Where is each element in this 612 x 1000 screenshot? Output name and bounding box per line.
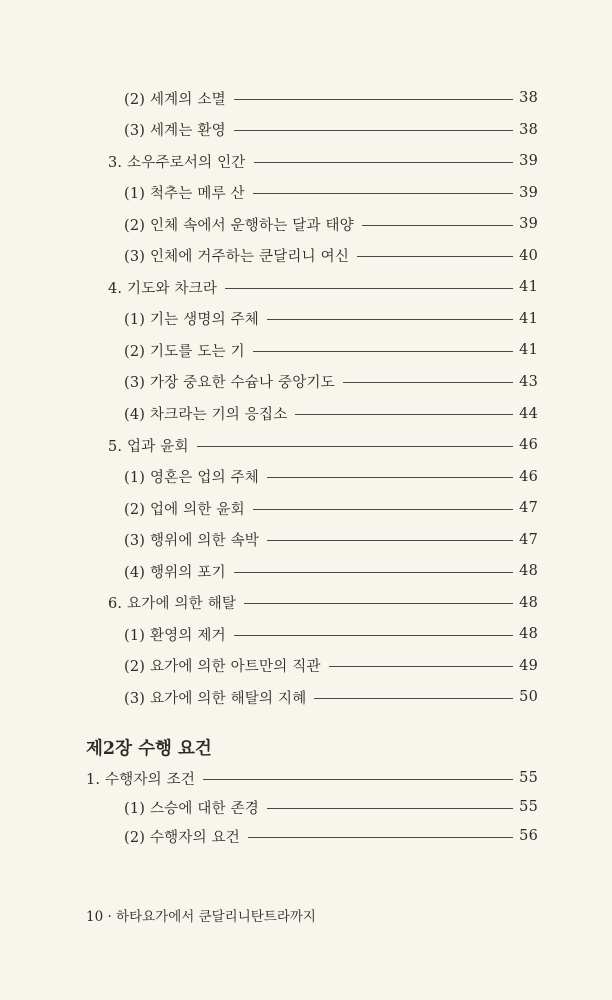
toc-leader-line xyxy=(244,603,513,604)
toc-entry xyxy=(124,179,538,207)
toc-entry xyxy=(108,273,538,301)
toc-entry xyxy=(86,764,538,792)
toc-leader-line xyxy=(362,225,513,226)
toc-leader-line xyxy=(234,572,513,573)
toc-entry-page: 48 xyxy=(519,563,538,580)
toc-entry-page: 55 xyxy=(519,770,538,786)
toc-entry xyxy=(108,147,538,175)
toc-leader-line xyxy=(254,162,513,163)
toc-entry-label: (1) 영혼은 업의 주체 xyxy=(124,470,260,487)
toc-leader-line xyxy=(234,635,513,636)
toc-entry-label: (4) 차크라는 기의 응집소 xyxy=(124,407,288,423)
toc-entry-label: (3) 요가에 의한 해탈의 지혜 xyxy=(124,690,307,707)
toc-entry-label: (3) 인체에 거주하는 쿤달리니 여신 xyxy=(124,249,350,266)
page-footer: 10 · 하타요가에서 쿤달리니탄트라까지 xyxy=(86,909,316,925)
toc-entry-page: 41 xyxy=(519,342,538,359)
toc-leader-line xyxy=(329,666,513,667)
toc-leader-line xyxy=(314,698,513,699)
toc-entry xyxy=(124,683,538,711)
toc-leader-line xyxy=(343,382,513,383)
toc-entry-label: 5. 업과 윤회 xyxy=(108,438,189,455)
toc-leader-line xyxy=(234,99,513,100)
toc-leader-line xyxy=(357,256,513,257)
toc-leader-line xyxy=(248,837,513,838)
toc-entry-page: 50 xyxy=(519,689,538,706)
toc-leader-line xyxy=(267,540,513,541)
toc-entry-label: (2) 요가에 의한 아트만의 직관 xyxy=(124,659,321,676)
toc-entry-page: 47 xyxy=(519,500,538,517)
toc-entry xyxy=(124,793,538,821)
toc-leader-line xyxy=(267,477,513,478)
toc-entry xyxy=(124,400,538,428)
toc-entry xyxy=(124,210,538,238)
toc-entry-label: (4) 행위의 포기 xyxy=(124,564,226,581)
toc-entry xyxy=(124,822,538,850)
toc-entry-page: 41 xyxy=(519,279,538,296)
toc-entry-page: 44 xyxy=(519,405,538,422)
toc-entry-page: 46 xyxy=(519,437,538,454)
toc-leader-line xyxy=(253,351,513,352)
toc-entry-label: (2) 수행자의 요건 xyxy=(124,829,240,846)
toc-leader-line xyxy=(203,779,513,780)
toc-entry-label: (1) 환영의 제거 xyxy=(124,627,226,644)
toc-entry xyxy=(108,589,538,617)
toc-entry-page: 47 xyxy=(519,531,538,548)
toc-entry-page: 39 xyxy=(519,153,538,170)
toc-entry-page: 39 xyxy=(519,216,538,233)
toc-entry-page: 43 xyxy=(519,373,538,390)
toc-entry-page: 38 xyxy=(519,90,538,106)
toc-entry-label: (2) 세계의 소멸 xyxy=(124,91,226,108)
toc-entry-label: (3) 세계는 환영 xyxy=(124,123,226,140)
toc-entry-page: 40 xyxy=(519,247,538,264)
toc-entry-label: (1) 스승에 대한 존경 xyxy=(124,800,260,817)
toc-leader-line xyxy=(225,288,513,289)
toc-entry xyxy=(124,116,538,144)
toc-entry xyxy=(124,242,538,270)
toc-entry xyxy=(124,305,538,333)
toc-entry xyxy=(124,463,538,491)
toc-entry-label: (3) 가장 중요한 수슘나 중앙기도 xyxy=(124,375,335,392)
toc-leader-line xyxy=(267,319,513,320)
toc-entry-page: 39 xyxy=(519,184,538,201)
toc-entry-label: 4. 기도와 차크라 xyxy=(108,280,218,297)
toc-entry-label: 3. 소우주로서의 인간 xyxy=(108,154,246,171)
toc-leader-line xyxy=(234,130,513,131)
toc-entry-label: (2) 업에 의한 윤회 xyxy=(124,501,245,518)
toc-entry xyxy=(108,431,538,459)
toc-leader-line xyxy=(267,808,513,809)
toc-entry-label: 1. 수행자의 조건 xyxy=(86,771,196,788)
toc-entry-page: 41 xyxy=(519,310,538,327)
toc-entry xyxy=(124,526,538,554)
toc-entry-page: 46 xyxy=(519,468,538,485)
toc-entry-page: 55 xyxy=(519,799,538,815)
toc-entry xyxy=(124,557,538,585)
toc-entry xyxy=(124,620,538,648)
toc-entry-page: 48 xyxy=(519,626,538,643)
chapter-title: 제2장 수행 요건 xyxy=(86,739,212,759)
toc-entry-page: 48 xyxy=(519,594,538,611)
toc-entry-label: (2) 기도를 도는 기 xyxy=(124,343,245,360)
toc-entry-page: 49 xyxy=(519,657,538,674)
toc-entry xyxy=(124,652,538,680)
toc-entry-label: (1) 척추는 메루 산 xyxy=(124,186,245,203)
toc-entry-page: 56 xyxy=(519,828,538,844)
toc-leader-line xyxy=(253,193,513,194)
toc-entry-label: 6. 요가에 의한 해탈 xyxy=(108,596,237,613)
toc-entry xyxy=(124,368,538,396)
toc-leader-line xyxy=(253,509,513,510)
toc-leader-line xyxy=(197,446,513,447)
toc-entry xyxy=(124,84,538,112)
toc-entry xyxy=(124,336,538,364)
toc-entry-label: (3) 행위에 의한 속박 xyxy=(124,533,260,550)
toc-entry-label: (2) 인체 속에서 운행하는 달과 태양 xyxy=(124,217,354,234)
toc-entry xyxy=(124,494,538,522)
toc-entry-label: (1) 기는 생명의 주체 xyxy=(124,312,260,329)
toc-leader-line xyxy=(295,414,513,415)
toc-entry-page: 38 xyxy=(519,121,538,138)
